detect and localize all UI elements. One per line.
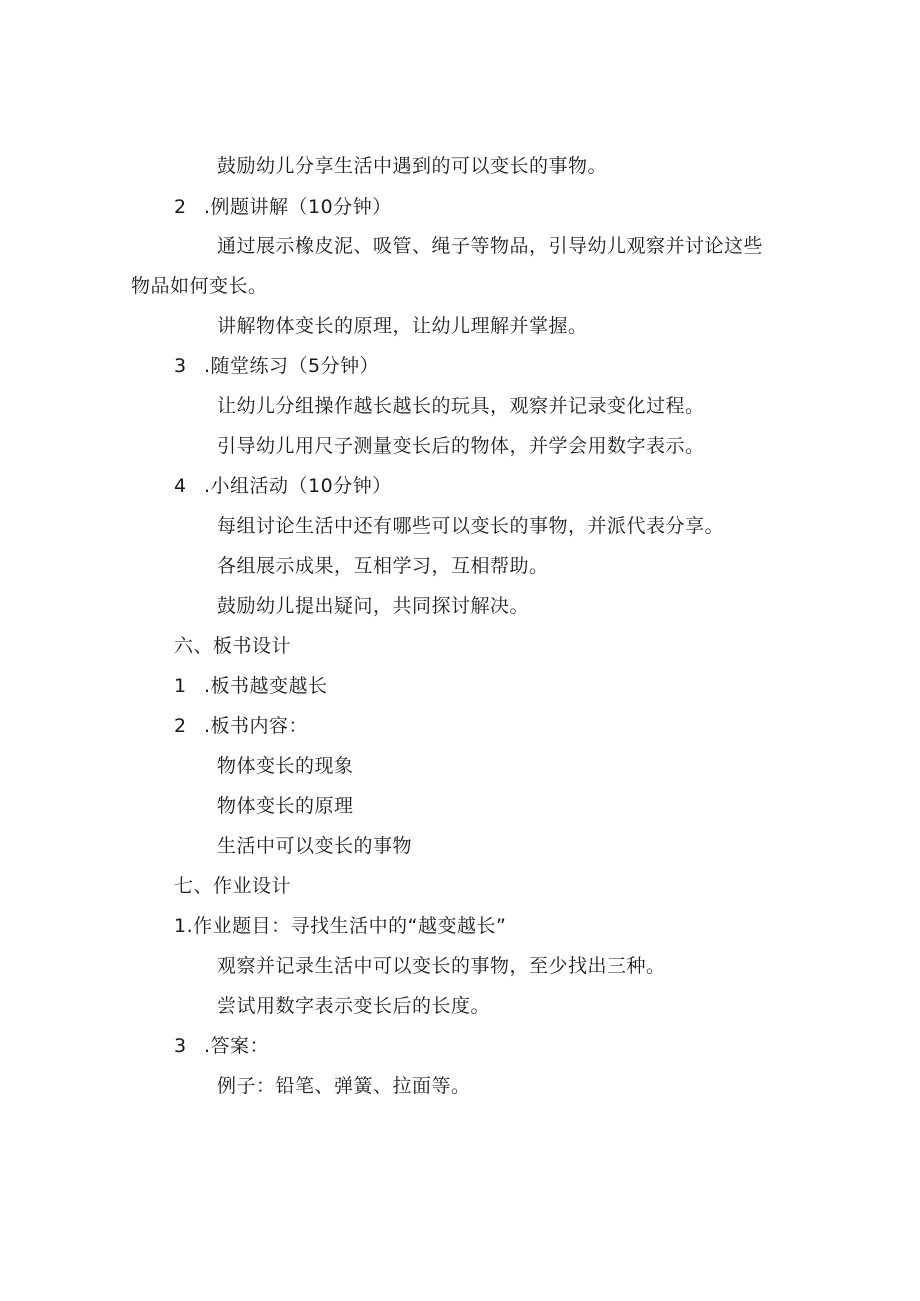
list-number: 4 — [174, 475, 187, 497]
section-2-heading — [174, 195, 392, 219]
section-seven-heading: 七、作业设计 — [174, 875, 292, 897]
board-item-2 — [174, 714, 308, 738]
homework-title: 1.作业题目：寻找生活中的“越变越长” — [174, 915, 507, 937]
paragraph-display-items: 通过展示橡皮泥、吸管、绳子等物品，引导幼儿观察并讨论这些 — [217, 235, 764, 257]
board-item-1 — [174, 674, 328, 698]
paragraph-try-numbers: 尝试用数字表示变长后的长度。 — [217, 995, 491, 1017]
list-number: 2 — [174, 196, 187, 218]
paragraph-explain-principle: 讲解物体变长的原理，让幼儿理解并掌握。 — [217, 315, 588, 337]
answer-heading — [174, 1034, 269, 1058]
paragraph-encourage-share: 鼓励幼儿分享生活中遇到的可以变长的事物。 — [217, 155, 608, 177]
heading-text: .小组活动（10分钟） — [204, 475, 392, 497]
list-number: 1 — [174, 675, 187, 697]
list-number: 2 — [174, 715, 187, 737]
paragraph-examples: 例子：铅笔、弹簧、拉面等。 — [217, 1075, 471, 1097]
paragraph-show-results: 各组展示成果，互相学习，互相帮助。 — [217, 555, 549, 577]
board-content-phenomenon: 物体变长的现象 — [217, 755, 354, 777]
paragraph-measure: 引导幼儿用尺子测量变长后的物体，并学会用数字表示。 — [217, 435, 705, 457]
heading-text: .例题讲解（10分钟） — [204, 196, 392, 218]
list-number: 3 — [174, 1035, 187, 1057]
paragraph-observe-record: 观察并记录生活中可以变长的事物，至少找出三种。 — [217, 955, 666, 977]
paragraph-group-discuss: 每组讨论生活中还有哪些可以变长的事物，并派代表分享。 — [217, 515, 725, 537]
item-text: .板书越变越长 — [204, 675, 328, 697]
item-text: .板书内容： — [204, 715, 309, 737]
paragraph-group-operate: 让幼儿分组操作越长越长的玩具，观察并记录变化过程。 — [217, 395, 705, 417]
item-text: .答案： — [204, 1035, 270, 1057]
list-number: 3 — [174, 355, 187, 377]
heading-text: .随堂练习（5分钟） — [204, 355, 380, 377]
section-4-heading — [174, 474, 392, 498]
section-3-heading — [174, 354, 379, 378]
section-six-heading: 六、板书设计 — [174, 635, 292, 657]
board-content-principle: 物体变长的原理 — [217, 795, 354, 817]
paragraph-ask-questions: 鼓励幼儿提出疑问，共同探讨解决。 — [217, 595, 530, 617]
paragraph-display-items-cont: 物品如何变长。 — [131, 275, 268, 297]
board-content-life-things: 生活中可以变长的事物 — [217, 835, 413, 857]
